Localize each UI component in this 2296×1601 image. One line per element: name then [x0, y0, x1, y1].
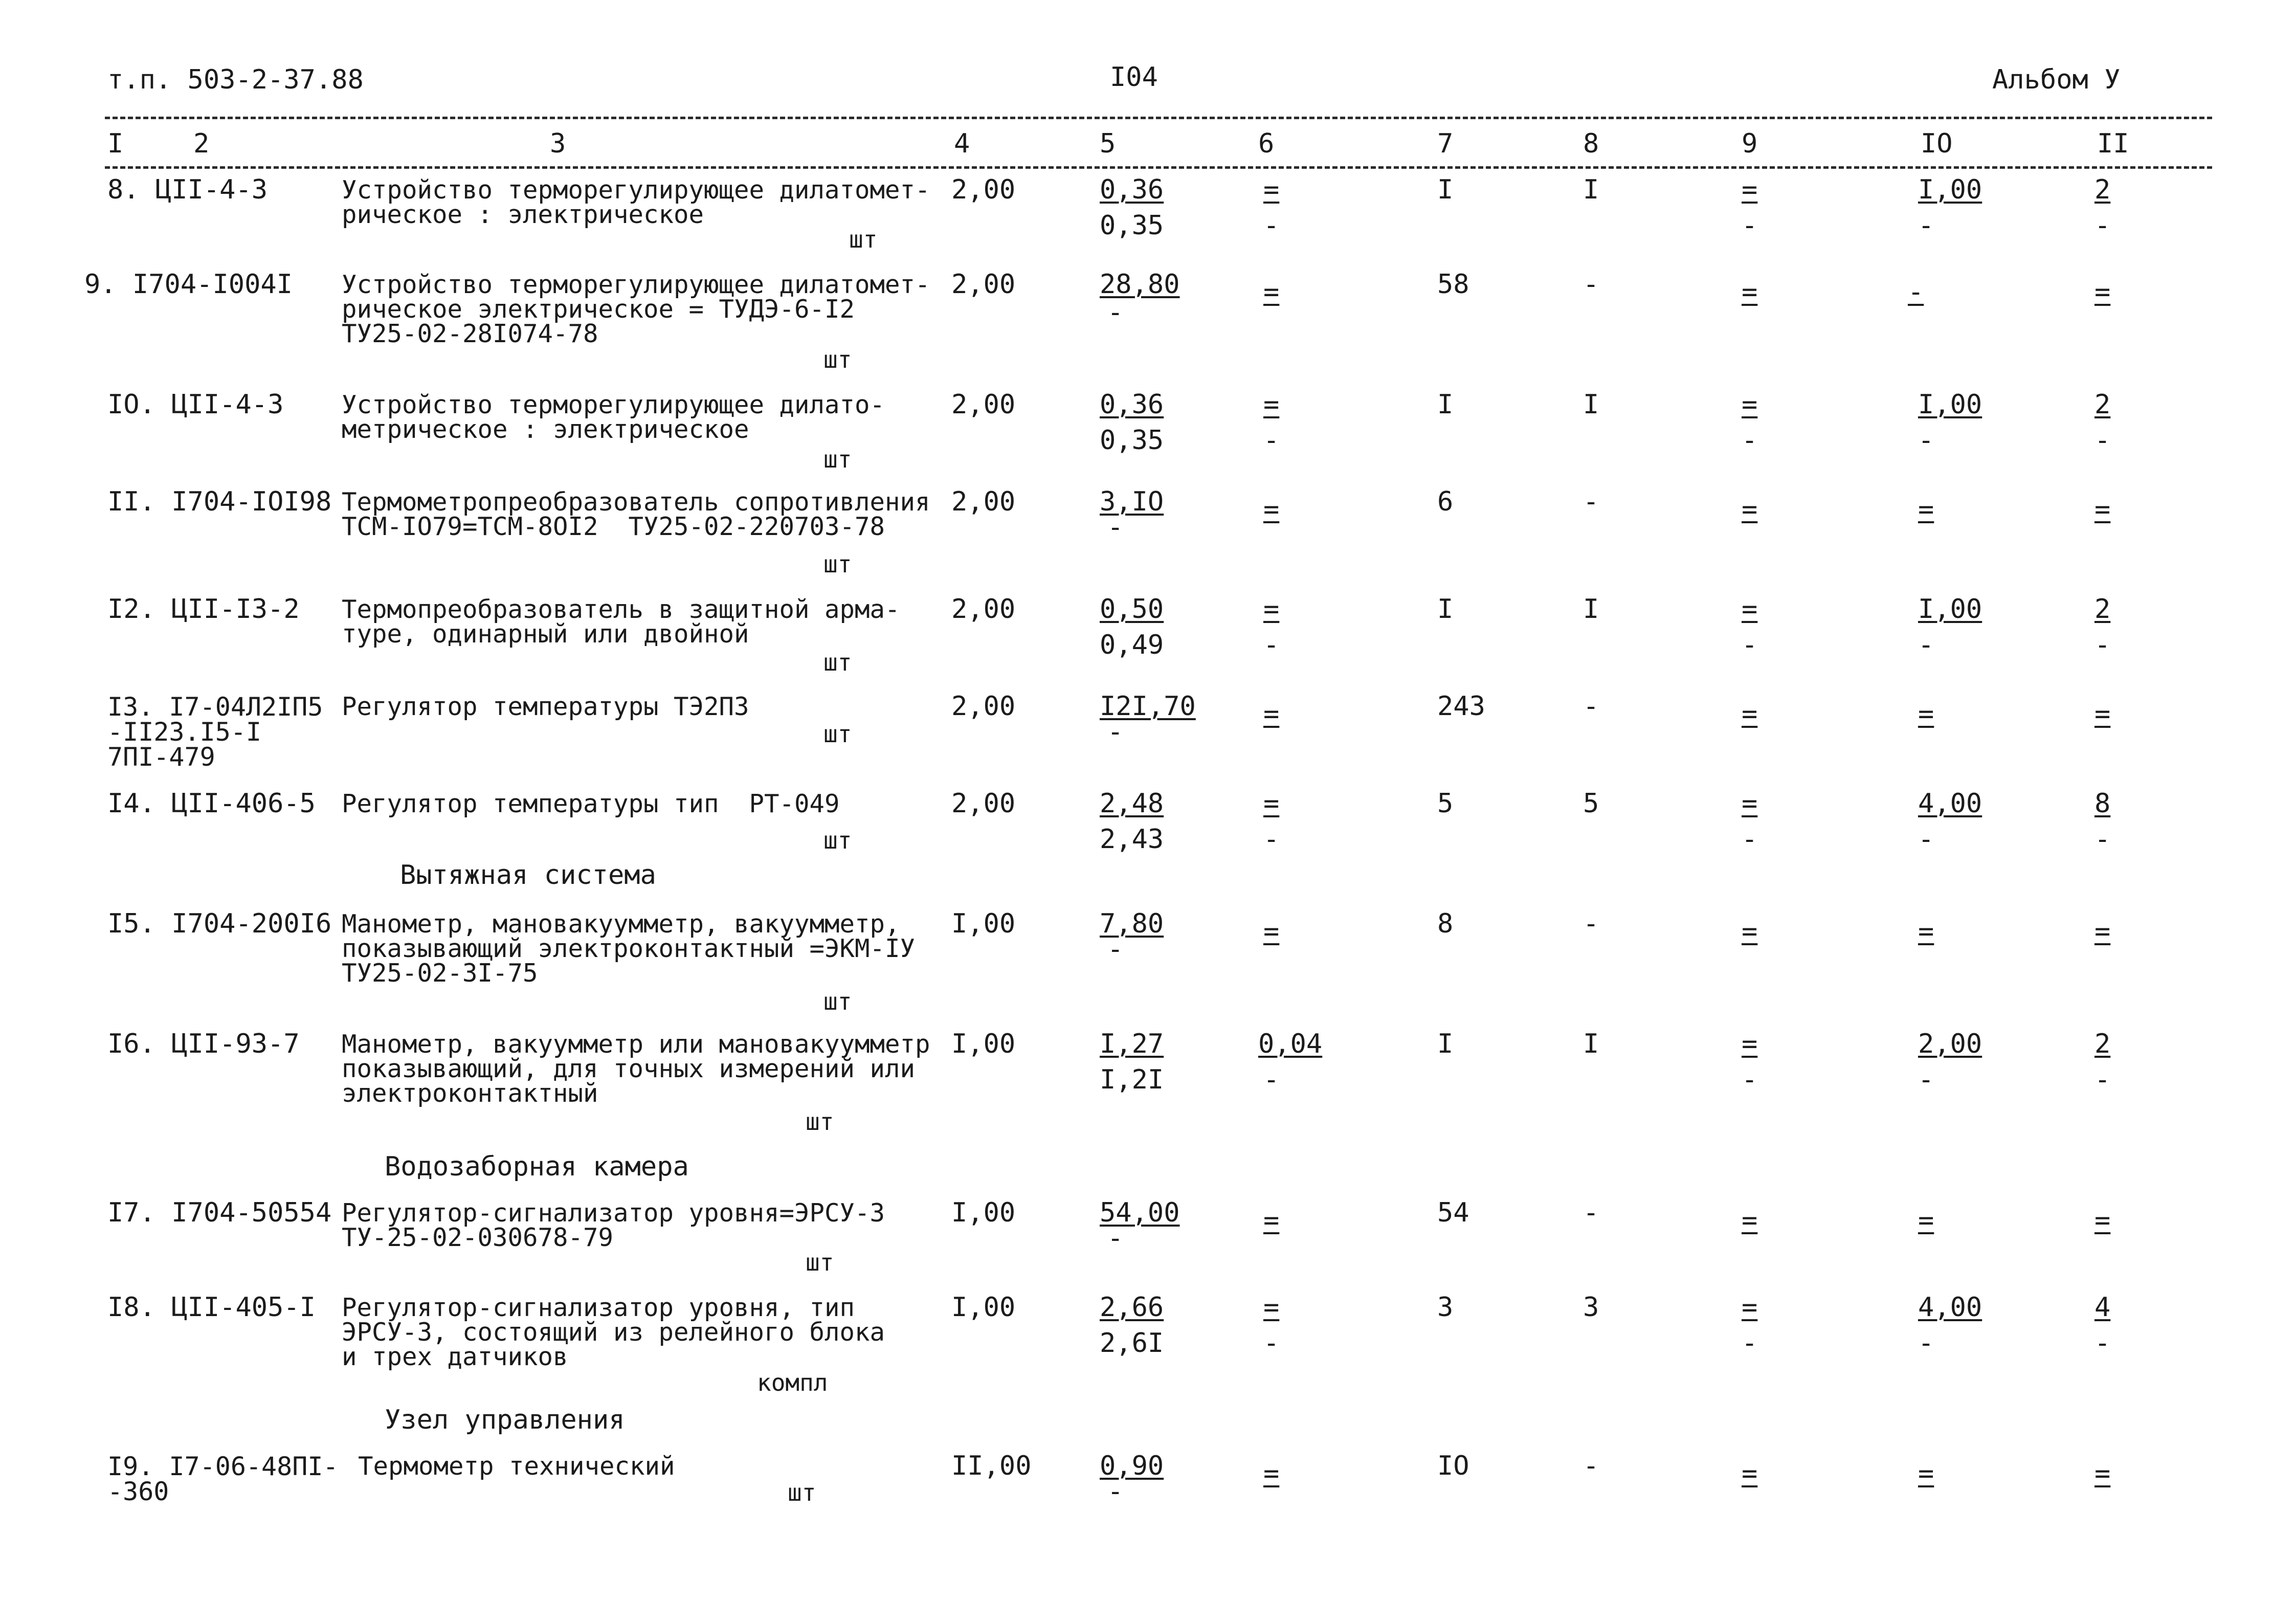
row-c5-top: 0,36 [1100, 174, 1164, 205]
row-c8: I [1583, 594, 1599, 625]
row-quantity: I,00 [951, 1292, 1016, 1323]
page-number: I04 [1110, 62, 1158, 93]
row-c5-bottom: 2,6I [1100, 1328, 1164, 1359]
row-c11-top: 2 [2094, 389, 2111, 420]
row-c5-bottom: I,2I [1100, 1064, 1164, 1095]
col-3: 3 [550, 128, 566, 159]
col-10: IO [1921, 128, 1953, 159]
row-c7: 8 [1437, 908, 1454, 939]
row-quantity: I,00 [951, 1029, 1016, 1059]
row-c8: - [1583, 691, 1599, 722]
row-c10-bottom: - [1918, 1064, 1934, 1095]
row-c7: 243 [1437, 691, 1485, 722]
row-c9-bottom: - [1742, 1064, 1758, 1095]
col-8: 8 [1583, 128, 1599, 159]
row-c9-top: = [1742, 494, 1758, 525]
header-rule-top [105, 117, 2212, 119]
row-c10-bottom: - [1918, 210, 1934, 241]
album-label: Альбом У [1992, 64, 2121, 95]
row-quantity: I,00 [951, 908, 1016, 939]
row-c5-bottom: - [1107, 297, 1124, 328]
row-c9-top: = [1742, 1029, 1758, 1059]
col-6: 6 [1258, 128, 1275, 159]
row-unit: шт [823, 649, 852, 676]
row-c9-top: = [1742, 174, 1758, 205]
row-c6-top: 0,04 [1258, 1029, 1323, 1059]
row-description: Регулятор-сигнализатор уровня, тип ЭРСУ-3, состоящий из релейного блока и трех датчиков [342, 1293, 885, 1372]
row-c10-top: = [1918, 494, 1934, 525]
row-quantity: I,00 [951, 1197, 1016, 1228]
row-quantity: 2,00 [951, 691, 1016, 722]
row-c6-top: = [1263, 494, 1280, 525]
row-description: Манометр, мановакуумметр, вакуумметр, показывающий электроконтактный =ЭКМ-IУ ТУ25-02-3I-75 [342, 909, 916, 988]
row-c11-top: 2 [2094, 1029, 2111, 1059]
row-c9-bottom: - [1742, 824, 1758, 855]
row-c7: I [1437, 389, 1454, 420]
row-c9-top: = [1742, 916, 1758, 947]
row-number: I2. ЦII-I3-2 [107, 594, 300, 625]
row-number: I4. ЦII-406-5 [107, 788, 316, 819]
row-c6-bottom: - [1263, 1064, 1280, 1095]
row-c6-top: = [1263, 1292, 1280, 1323]
row-c9-top: = [1742, 699, 1758, 729]
row-number: I3. I7-04Л2IП5 -II23.I5-I 7ПI-479 [107, 692, 323, 772]
row-c5-bottom: - [1107, 1476, 1124, 1507]
row-c11-top: 4 [2094, 1292, 2111, 1323]
row-c8: - [1583, 269, 1599, 300]
row-unit: шт [823, 446, 852, 473]
row-c10-bottom: - [1918, 1328, 1934, 1359]
row-c10-top: 2,00 [1918, 1029, 1982, 1059]
row-quantity: 2,00 [951, 269, 1016, 300]
row-c11-bottom: - [2094, 425, 2111, 456]
row-c6-top: = [1263, 277, 1280, 307]
row-c9-bottom: - [1742, 630, 1758, 660]
row-c10-top: 4,00 [1918, 788, 1982, 819]
row-c9-top: = [1742, 1292, 1758, 1323]
row-description: Устройство терморегулирующее дилатомет- рическое электрическое = ТУДЭ-6-I2 ТУ25-02-28I074-78 [342, 270, 930, 349]
row-c6-top: = [1263, 1458, 1280, 1489]
row-unit: шт [806, 1249, 834, 1276]
row-c6-bottom: - [1263, 630, 1280, 660]
row-c10-top: = [1918, 1458, 1934, 1489]
row-c7: 58 [1437, 269, 1469, 300]
row-c11-bottom: - [2094, 824, 2111, 855]
row-unit: шт [806, 1108, 834, 1136]
row-unit: шт [823, 550, 852, 578]
row-c8: - [1583, 1451, 1599, 1481]
row-c7: I [1437, 594, 1454, 625]
row-c5-bottom: - [1107, 717, 1124, 747]
row-c10-top: I,00 [1918, 594, 1982, 625]
row-c10-top: = [1918, 916, 1934, 947]
row-unit: шт [823, 346, 852, 373]
row-number: II. I704-IOI98 [107, 486, 332, 517]
row-c9-top: = [1742, 1205, 1758, 1236]
col-1: I [107, 128, 124, 159]
row-number: I6. ЦII-93-7 [107, 1029, 300, 1059]
row-c7: 5 [1437, 788, 1454, 819]
row-c5-top: 0,50 [1100, 594, 1164, 625]
row-c6-top: = [1263, 916, 1280, 947]
row-number: 9. I704-I004I [84, 269, 293, 300]
row-c8: - [1583, 486, 1599, 517]
row-c11-bottom: - [2094, 1064, 2111, 1095]
row-c7: 54 [1437, 1197, 1469, 1228]
row-description: Термометр технический [358, 1452, 675, 1481]
col-5: 5 [1100, 128, 1116, 159]
row-c5-top: 2,48 [1100, 788, 1164, 819]
row-description: Регулятор температуры тип РТ-049 [342, 789, 840, 818]
row-c9-bottom: - [1742, 210, 1758, 241]
row-c7: 6 [1437, 486, 1454, 517]
row-c6-top: = [1263, 174, 1280, 205]
section-heading-water-intake: Водозаборная камера [385, 1151, 689, 1182]
row-c5-bottom: 0,35 [1100, 425, 1164, 456]
row-c8: - [1583, 1197, 1599, 1228]
row-c5-top: I2I,70 [1100, 691, 1196, 722]
row-c5-top: 0,36 [1100, 389, 1164, 420]
row-unit: компл [757, 1369, 828, 1396]
row-description: Манометр, вакуумметр или мановакуумметр показывающий, для точных измерений или электроконтактный [342, 1030, 930, 1108]
row-c11-top: 2 [2094, 174, 2111, 205]
row-c11-top: = [2094, 277, 2111, 307]
row-c5-bottom: 0,49 [1100, 630, 1164, 660]
row-c11-top: = [2094, 1458, 2111, 1489]
row-quantity: 2,00 [951, 788, 1016, 819]
row-number: I9. I7-06-48ПI- -360 [107, 1452, 339, 1506]
section-heading-exhaust: Вытяжная система [400, 860, 656, 891]
header-rule-bottom [105, 166, 2212, 169]
row-c11-top: = [2094, 494, 2111, 525]
col-9: 9 [1742, 128, 1758, 159]
row-description: Регулятор-сигнализатор уровня=ЭРСУ-3 ТУ-25-02-030678-79 [342, 1198, 885, 1253]
row-c9-top: = [1742, 594, 1758, 625]
row-c5-top: I,27 [1100, 1029, 1164, 1059]
row-c6-top: = [1263, 594, 1280, 625]
row-c9-top: = [1742, 788, 1758, 819]
row-c5-top: 3,IO [1100, 486, 1164, 517]
row-c5-top: 54,00 [1100, 1197, 1180, 1228]
row-number: IO. ЦII-4-3 [107, 389, 284, 420]
row-c9-bottom: - [1742, 425, 1758, 456]
row-c6-top: = [1263, 389, 1280, 420]
section-heading-control-unit: Узел управления [385, 1405, 625, 1435]
row-c5-top: 2,66 [1100, 1292, 1164, 1323]
row-unit: шт [823, 720, 852, 748]
row-c6-bottom: - [1263, 425, 1280, 456]
row-c11-bottom: - [2094, 210, 2111, 241]
row-description: Термометропреобразователь сопротивления ТСМ-IO79=ТСМ-8OI2 ТУ25-02-220703-78 [342, 487, 930, 542]
row-quantity: 2,00 [951, 594, 1016, 625]
row-c7: I [1437, 174, 1454, 205]
row-number: I5. I704-200I6 [107, 908, 332, 939]
row-c11-top: = [2094, 1205, 2111, 1236]
row-c9-top: = [1742, 277, 1758, 307]
row-c9-bottom: - [1742, 1328, 1758, 1359]
row-c8: 5 [1583, 788, 1599, 819]
row-c10-top: I,00 [1918, 174, 1982, 205]
row-c10-top: = [1918, 699, 1934, 729]
row-c11-bottom: - [2094, 630, 2111, 660]
col-4: 4 [954, 128, 970, 159]
row-c5-top: 7,80 [1100, 908, 1164, 939]
row-c6-bottom: - [1263, 1328, 1280, 1359]
row-c8: I [1583, 1029, 1599, 1059]
row-description: Регулятор температуры ТЭ2ПЗ [342, 692, 749, 721]
doc-code: т.п. 503-2-37.88 [107, 64, 364, 95]
row-c11-top: 8 [2094, 788, 2111, 819]
row-unit: шт [849, 226, 878, 253]
row-c8: I [1583, 174, 1599, 205]
row-c11-top: = [2094, 699, 2111, 729]
row-c6-bottom: - [1263, 824, 1280, 855]
col-11: II [2097, 128, 2129, 159]
row-description: Термопреобразователь в защитной арма- туре, одинарный или двойной [342, 595, 900, 649]
row-c10-top: 4,00 [1918, 1292, 1982, 1323]
row-c5-top: 28,80 [1100, 269, 1180, 300]
col-7: 7 [1437, 128, 1454, 159]
row-c10-bottom: - [1918, 630, 1934, 660]
row-c5-top: 0,90 [1100, 1451, 1164, 1481]
row-c7: IO [1437, 1451, 1469, 1481]
row-number: I8. ЦII-405-I [107, 1292, 316, 1323]
row-c6-top: = [1263, 1205, 1280, 1236]
row-c8: I [1583, 389, 1599, 420]
row-c7: 3 [1437, 1292, 1454, 1323]
row-number: 8. ЦII-4-3 [107, 174, 268, 205]
row-unit: шт [823, 988, 852, 1015]
row-description: Устройство терморегулирующее дилато- метрическое : электрическое [342, 390, 885, 444]
row-c6-bottom: - [1263, 210, 1280, 241]
row-description: Устройство терморегулирующее дилатомет- рическое : электрическое [342, 175, 930, 230]
row-c10-bottom: - [1918, 425, 1934, 456]
col-2: 2 [193, 128, 210, 159]
row-c10-bottom: - [1918, 824, 1934, 855]
row-c10-top: - [1908, 277, 1924, 307]
row-c11-bottom: - [2094, 1328, 2111, 1359]
row-quantity: 2,00 [951, 486, 1016, 517]
row-c5-bottom: - [1107, 1223, 1124, 1254]
row-c9-top: = [1742, 389, 1758, 420]
row-c10-top: I,00 [1918, 389, 1982, 420]
row-c5-bottom: - [1107, 512, 1124, 543]
row-c8: - [1583, 908, 1599, 939]
row-c10-top: = [1918, 1205, 1934, 1236]
row-number: I7. I704-50554 [107, 1197, 332, 1228]
row-c5-bottom: 2,43 [1100, 824, 1164, 855]
row-c8: 3 [1583, 1292, 1599, 1323]
row-unit: шт [823, 827, 852, 854]
row-quantity: 2,00 [951, 389, 1016, 420]
row-c11-top: = [2094, 916, 2111, 947]
row-unit: шт [788, 1479, 816, 1506]
row-c6-top: = [1263, 699, 1280, 729]
row-c5-bottom: 0,35 [1100, 210, 1164, 241]
row-c9-top: = [1742, 1458, 1758, 1489]
row-c7: I [1437, 1029, 1454, 1059]
row-c6-top: = [1263, 788, 1280, 819]
row-quantity: II,00 [951, 1451, 1032, 1481]
row-c11-top: 2 [2094, 594, 2111, 625]
row-quantity: 2,00 [951, 174, 1016, 205]
row-c5-bottom: - [1107, 934, 1124, 965]
